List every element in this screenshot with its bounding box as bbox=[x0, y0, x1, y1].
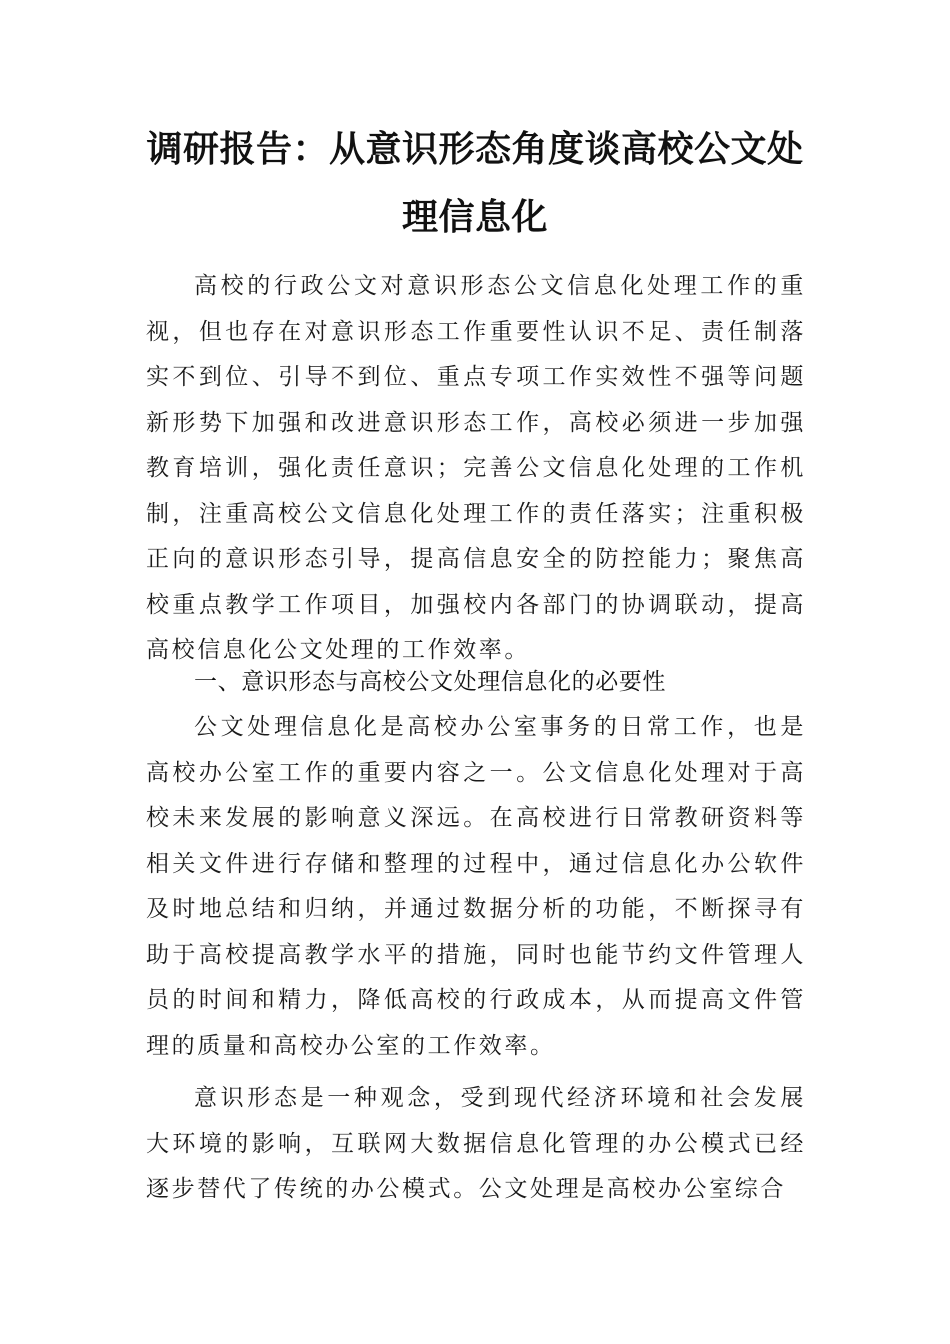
section1-paragraph-1: 公文处理信息化是高校办公室事务的日常工作，也是高校办公室工作的重要内容之一。公文信息化处理对于高校未来发展的影响意义深远。在高校进行日常教研资料等相关文件进行存储和整理的过程中，通过信息化办公软件及时地总结和归纳，并通过数据分析的功能，不断探寻有助于高校提高教学水平的措施，同时也能节约文件管理人员的时间和精力，降低高校的行政成本，从而提高文件管理的质量和高校办公室的工作效率。 bbox=[146, 714, 806, 1059]
section1-paragraph-2: 意识形态是一种观念，受到现代经济环境和社会发展大环境的影响，互联网大数据信息化管理的办公模式已经逐步替代了传统的办公模式。公文处理是高校办公室综合 bbox=[146, 1085, 806, 1202]
document-title-line-2: 理信息化 bbox=[401, 196, 548, 238]
intro-paragraph: 高校的行政公文对意识形态公文信息化处理工作的重视，但也存在对意识形态工作重要性认识不足、责任制落实不到位、引导不到位、重点专项工作实效性不强等问题新形势下加强和改进意识形态工作，高校必须进一步加强教育培训，强化责任意识；完善公文信息化处理的工作机制，注重高校公文信息化处理工作的责任落实；注重积极正向的意识形态引导，提高信息安全的防控能力；聚焦高校重点教学工作项目，加强校内各部门的协调联动，提高高校信息化公文处理的工作效率。 bbox=[146, 273, 806, 663]
section-heading-1: 一、意识形态与高校公文处理信息化的必要性 bbox=[194, 669, 666, 695]
document-title-line-1: 调研报告：从意识形态角度谈高校公文处 bbox=[146, 128, 804, 170]
